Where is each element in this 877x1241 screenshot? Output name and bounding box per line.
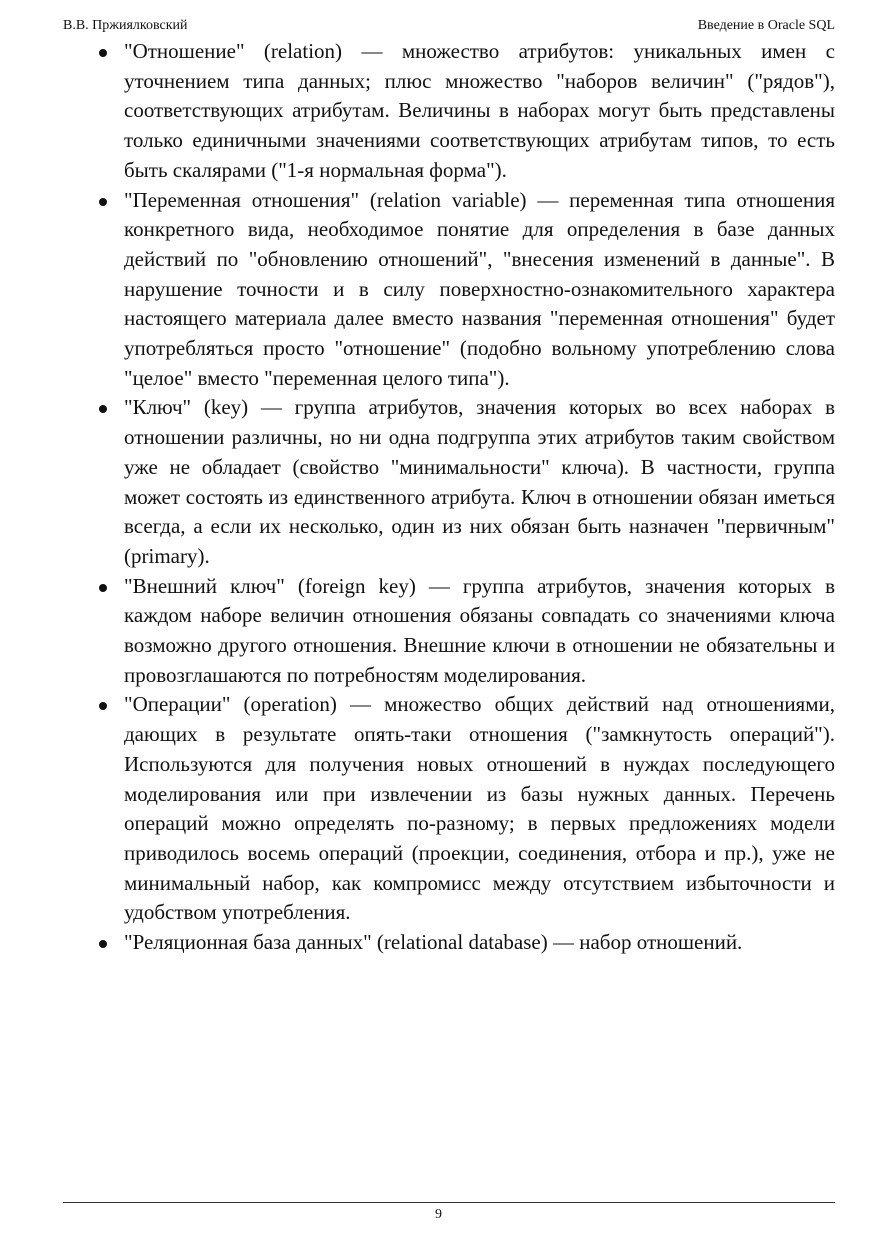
- bullet-icon: [99, 702, 107, 710]
- header-author: В.В. Пржиялковский: [63, 18, 188, 33]
- document-body: [124, 37, 835, 958]
- list-item: [124, 186, 835, 394]
- list-item: [124, 928, 835, 958]
- list-item-text: "Операции" (operation) — множество общих действий над отношениями, дающих в результате опять-таки отношения ("замкнутость операций"). Используются для получения новых отношений в нуждах последующего моделирования или при извлечении из базы нужных данных. Перечень операций можно определять по-разному; в первых предложениях модели приводилось восемь операций (проекции, соединения, отбора и пр.), уже не минимальный набор, как компромисс между отсутствием избыточности и удобством употребления.: [124, 692, 835, 925]
- bullet-icon: [99, 584, 107, 592]
- list-item-text: "Переменная отношения" (relation variable) — переменная типа отношения конкретного вида, необходимое понятие для определения в базе данных действий по "обновлению отношений", "внесения изменений в данные". В нарушение точности и в силу поверхностно-ознакомительного характера настоящего материала далее вместо названия "переменная отношения" будет употребляться просто "отношение" (подобно вольному употреблению слова "целое" вместо "переменная целого типа").: [124, 187, 835, 390]
- list-item-text: "Отношение" (relation) — множество атрибутов: уникальных имен с уточнением типа данных; плюс множество "наборов величин" ("рядов"), соответствующих атрибутам. Величины в наборах могут быть представлены только единичными значениями соответствующих атрибутам типов, то есть быть скалярами ("1-я нормальная форма").: [124, 39, 835, 182]
- page-header: [63, 16, 835, 36]
- bullet-icon: [99, 405, 107, 413]
- bullet-icon: [99, 198, 107, 206]
- header-title: Введение в Oracle SQL: [697, 18, 835, 33]
- list-item: [124, 393, 835, 571]
- page-number: 9: [435, 1207, 442, 1222]
- footer-divider: [63, 1202, 835, 1203]
- bullet-icon: [99, 49, 107, 57]
- list-item: [124, 690, 835, 928]
- list-item-text: "Ключ" (key) — группа атрибутов, значения которых во всех наборах в отношении различны, но ни одна подгруппа этих атрибутов таким свойством уже не обладает (свойство "минимальности" ключа). В частности, группа может состоять из единственного атрибута. Ключ в отношении обязан иметься всегда, а если их несколько, один из них обязан быть назначен "первичным" (primary).: [124, 395, 835, 568]
- list-item: [124, 572, 835, 691]
- list-item-text: "Реляционная база данных" (relational database) — набор отношений.: [124, 930, 743, 955]
- definition-list: [124, 37, 835, 958]
- list-item: [124, 37, 835, 186]
- list-item-text: "Внешний ключ" (foreign key) — группа атрибутов, значения которых в каждом наборе величин отношения обязаны совпадать со значениями ключа возможно другого отношения. Внешние ключи в отношении не обязательны и провозглашаются по потребностям моделирования.: [124, 573, 835, 687]
- bullet-icon: [99, 940, 107, 948]
